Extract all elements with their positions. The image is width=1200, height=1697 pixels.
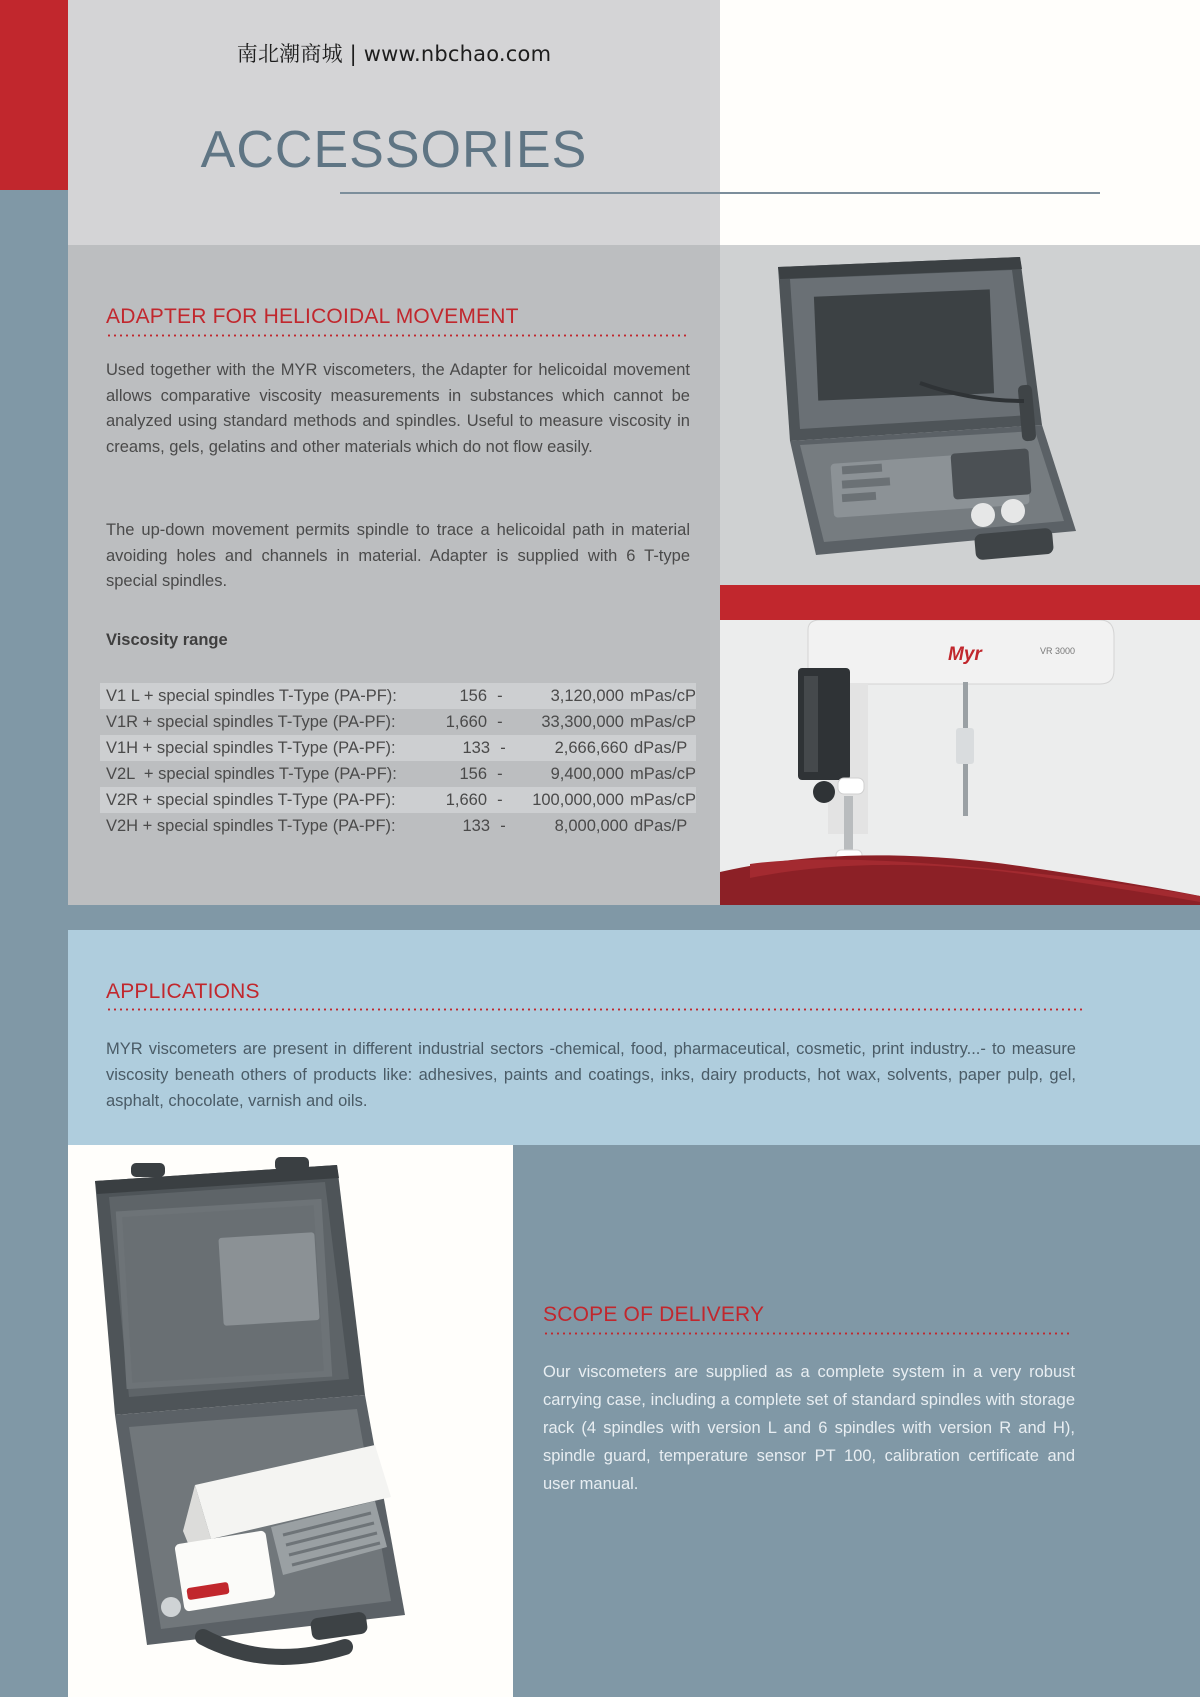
range-unit: dPas/P [634,816,688,835]
range-unit: dPas/P [634,738,688,757]
title-rule [340,192,1100,194]
adapter-heading-dotted-rule [106,334,690,337]
table-row [100,683,696,709]
spindle-name: V1H + special spindles T-Type (PA-PF): [106,738,396,757]
red-separator-band [720,585,1200,620]
viscosity-range-label: Viscosity range [106,631,228,649]
applications-body-text: MYR viscometers are present in different industrial sectors -chemical, food, pharmaceutical, cosmetic, print industry...- to measure viscosity beneath others of products like: adhesives, paints and coatings, inks, dairy products, hot wax, solvents, paper pulp, gel, asphalt, chocolate, varnish and oils. [106,1040,1076,1110]
table-row [100,709,696,735]
blue-separator-band [68,905,1200,930]
range-dash: - [497,686,503,705]
range-dash: - [497,712,503,731]
spindle-name: V2R + special spindles T-Type (PA-PF): [106,790,396,809]
adapter-section-heading: ADAPTER FOR HELICOIDAL MOVEMENT [106,305,519,328]
site-watermark: 南北潮商城 | www.nbchao.com [236,42,552,66]
range-max: 3,120,000 [550,686,624,705]
viscometer-illustration [720,620,1200,905]
range-dash: - [497,790,503,809]
svg-text:VR 3000: VR 3000 [1040,646,1076,656]
range-min: 1,660 [445,712,488,731]
range-min: 1,660 [445,790,488,809]
table-row [100,787,696,813]
range-max: 33,300,000 [541,712,624,731]
range-dash: - [500,738,506,757]
range-max: 100,000,000 [532,790,624,809]
applications-heading-dotted-rule [106,1008,1086,1011]
viscosity-range-table [100,683,696,839]
spindle-name: V2L + special spindles T-Type (PA-PF): [106,764,397,783]
range-min: 156 [459,686,488,705]
spindle-name: V1 L + special spindles T-Type (PA-PF): [106,686,397,705]
table-row [100,735,696,761]
scope-of-delivery-body-text: Our viscometers are supplied as a complete system in a very robust carrying case, including a complete set of standard spindles with storage rack (4 spindles with version L and 6 spindles with version R and H), spindle guard, temperature sensor PT 100, calibration certificate and user manual. [543,1363,1075,1493]
left-rail-lower [0,1145,68,1697]
scope-heading-dotted-rule [543,1332,1073,1335]
range-unit: mPas/cP [629,686,696,705]
carrying-case-illustration [720,245,1200,585]
applications-heading: APPLICATIONS [106,980,260,1003]
adapter-paragraph-1: Used together with the MYR viscometers, the Adapter for helicoidal movement allows comparative viscosity measurements in substances which cannot be analyzed using standard methods and spindles. Useful to measure viscosity in creams, gels, gelatins and other materials which do not flow easily. [106,361,690,456]
left-rail-middle [0,930,68,1145]
red-corner-block [0,0,68,190]
range-max: 9,400,000 [550,764,624,783]
range-unit: mPas/cP [629,764,696,783]
range-min: 156 [459,764,488,783]
range-max: 8,000,000 [554,816,628,835]
range-unit: mPas/cP [629,790,696,809]
scope-of-delivery-heading: SCOPE OF DELIVERY [543,1303,765,1326]
range-dash: - [500,816,506,835]
spindle-name: V2H + special spindles T-Type (PA-PF): [106,816,396,835]
range-dash: - [497,764,503,783]
svg-text:Myr: Myr [948,644,982,665]
range-max: 2,666,660 [554,738,628,757]
spindle-name: V1R + special spindles T-Type (PA-PF): [106,712,396,731]
carrying-case-with-viscometer-illustration [75,1145,513,1697]
range-min: 133 [462,738,490,757]
viscometer-adapter-photo [720,620,1200,905]
carrying-case-top-photo [720,245,1200,585]
carrying-case-bottom-photo [75,1145,513,1697]
range-min: 133 [462,816,490,835]
table-row [100,761,696,787]
page-title: ACCESSORIES [200,121,588,179]
table-row [100,813,696,839]
left-rail-upper [0,190,68,930]
range-unit: mPas/cP [629,712,696,731]
adapter-paragraph-2: The up-down movement permits spindle to trace a helicoidal path in material avoiding holes and channels in material. Adapter is supplied with 6 T-type special spindles. [106,521,690,590]
